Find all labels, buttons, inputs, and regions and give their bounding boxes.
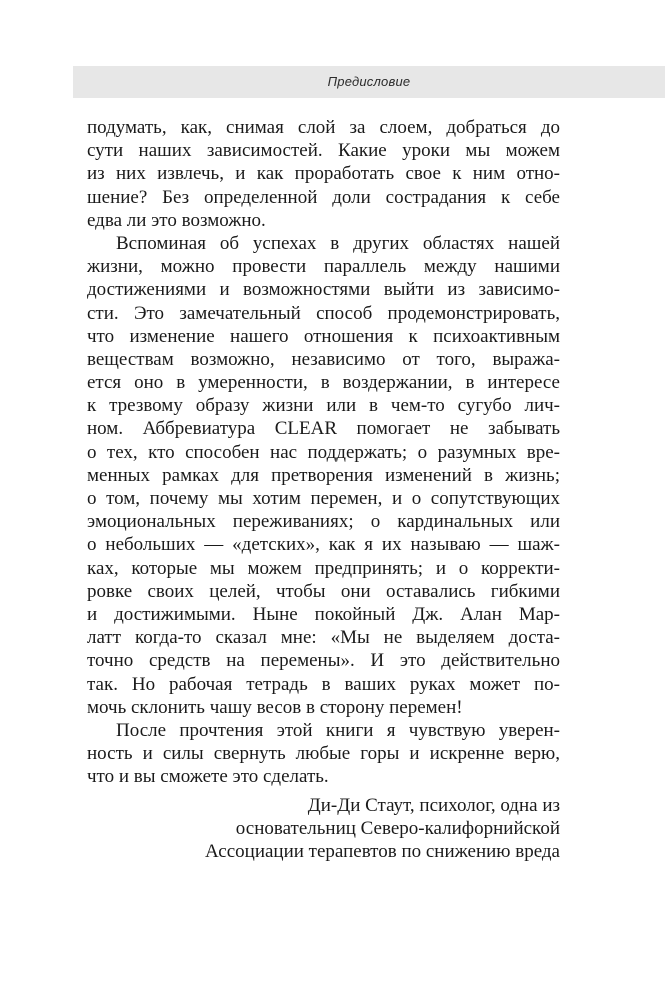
- text-line: достижениями и возможностями выйти из зависимо-: [87, 279, 560, 301]
- running-header-title: Предисловие: [327, 74, 411, 89]
- text-line: сти. Это замечательный способ продемонстрировать,: [87, 302, 560, 324]
- signature-line: Ассоциации терапевтов по снижению вреда: [205, 841, 560, 863]
- text-line: к трезвому образу жизни или в чем-то сугубо лич-: [87, 395, 560, 417]
- body-text: [87, 116, 560, 788]
- text-line: латт когда-то сказал мне: «Мы не выделяем доста-: [87, 627, 560, 649]
- text-line: ность и силы свернуть любые горы и искренне верю,: [87, 743, 560, 765]
- text-line: эмоциональных переживаниях; о кардинальных или: [87, 511, 560, 533]
- text-line: о том, почему мы хотим перемен, и о сопутствующих: [87, 488, 560, 509]
- text-line: о тех, кто способен нас поддержать; о разумных вре-: [87, 441, 560, 463]
- text-line: ровке своих целей, чтобы они оставались гибкими: [87, 580, 560, 602]
- text-line: жизни, можно провести параллель между нашими: [87, 256, 560, 278]
- text-line: и достижимыми. Ныне покойный Дж. Алан Мар-: [87, 603, 560, 625]
- running-header: [73, 66, 665, 98]
- signature-line: Ди-Ди Стаут, психолог, одна из: [307, 795, 560, 816]
- text-line: ках, которые мы можем предпринять; и о корректи-: [87, 557, 560, 579]
- text-line: едва ли это возможно.: [87, 209, 266, 231]
- paragraph-1: [87, 116, 560, 232]
- text-line: подумать, как, снимая слой за слоем, добраться до: [87, 117, 560, 138]
- text-line: ется оно в умеренности, в воздержании, в интересе: [87, 372, 560, 394]
- text-line: о небольших — «детских», как я их называю — шаж-: [87, 534, 560, 556]
- text-line: веществам возможно, независимо от того, выража-: [87, 348, 560, 370]
- text-line: менных рамках для претворения изменений в жизнь;: [87, 464, 560, 486]
- text-line: ном. Аббревиатура CLEAR помогает не забывать: [87, 418, 560, 440]
- text-line: После прочтения этой книги я чувствую уверен-: [116, 719, 560, 741]
- text-line: точно средств на перемены». И это действительно: [87, 650, 560, 672]
- text-line: Вспоминая об успехах в других областях нашей: [116, 232, 560, 254]
- signature-block: [87, 794, 560, 864]
- paragraph-2: [87, 232, 560, 719]
- paragraph-3: [87, 719, 560, 789]
- text-line: что и вы сможете это сделать.: [87, 766, 329, 788]
- signature-line: основательниц Северо-калифорнийской: [235, 818, 560, 840]
- text-line: так. Но рабочая тетрадь в ваших руках может по-: [87, 673, 560, 695]
- text-line: что изменение нашего отношения к психоактивным: [87, 325, 560, 347]
- text-line: из них извлечь, и как проработать свое к ним отно-: [87, 163, 560, 185]
- text-line: мочь склонить чашу весов в сторону перемен!: [87, 696, 463, 718]
- text-line: шение? Без определенной доли сострадания к себе: [87, 186, 560, 208]
- text-line: сути наших зависимостей. Какие уроки мы можем: [87, 140, 560, 162]
